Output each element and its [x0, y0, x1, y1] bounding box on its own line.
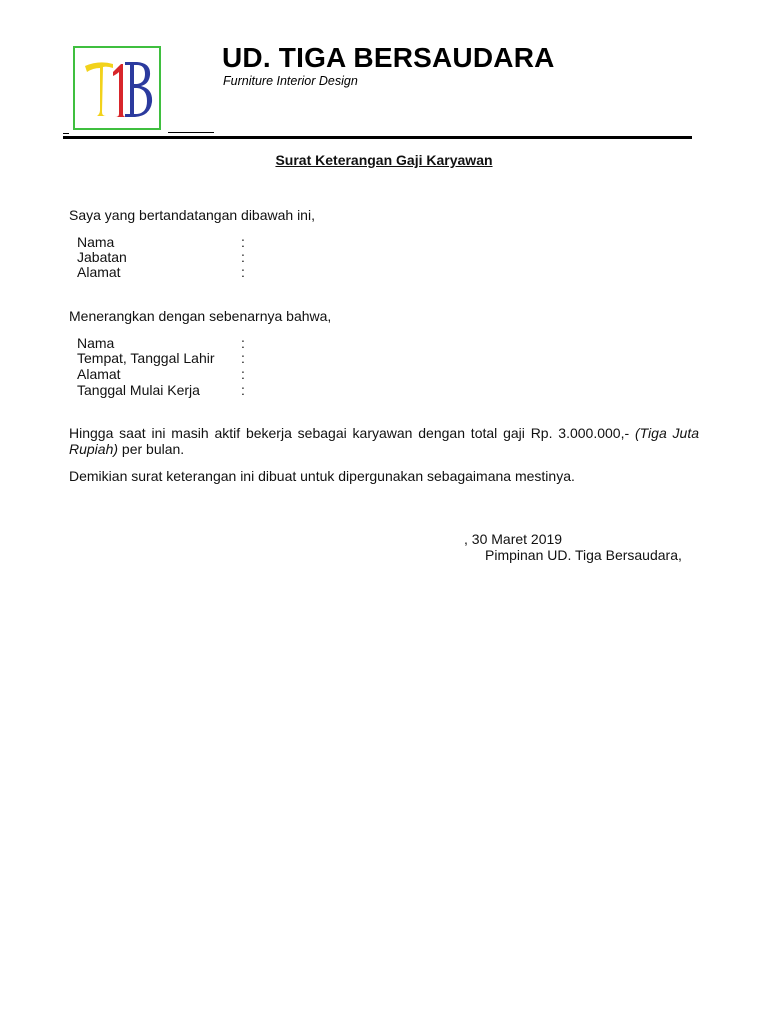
salary-amount-words: (Tiga Juta Rupiah)	[69, 425, 700, 457]
field-colon: :	[241, 335, 245, 351]
salary-text: Hingga saat ini masih aktif bekerja sebagai karyawan dengan total gaji Rp. 3.000.000,-	[69, 425, 635, 441]
field-colon: :	[241, 366, 245, 382]
field-label: Alamat	[77, 366, 121, 382]
header-underline-fragment	[63, 133, 69, 134]
company-logo	[73, 46, 161, 130]
salary-paragraph	[69, 425, 699, 457]
field-label: Nama	[77, 335, 115, 351]
field-colon: :	[241, 234, 245, 250]
field-label: Alamat	[77, 264, 121, 280]
field-colon: :	[241, 382, 245, 398]
statement-text: Menerangkan dengan sebenarnya bahwa,	[69, 308, 332, 324]
company-name: UD. TIGA BERSAUDARA	[222, 42, 555, 73]
closing-text: Demikian surat keterangan ini dibuat untuk dipergunakan sebagaimana mestinya.	[69, 468, 575, 484]
intro-text: Saya yang bertandatangan dibawah ini,	[69, 207, 315, 223]
field-colon: :	[241, 350, 245, 366]
field-colon: :	[241, 264, 245, 280]
field-label: Tempat, Tanggal Lahir	[77, 350, 215, 366]
letter-title: Surat Keterangan Gaji Karyawan	[275, 152, 493, 168]
signer-role: Pimpinan UD. Tiga Bersaudara,	[485, 547, 682, 563]
signature-date: , 30 Maret 2019	[464, 531, 563, 547]
field-label: Nama	[77, 234, 115, 250]
company-tagline: Furniture Interior Design	[223, 74, 358, 88]
header-underline-fragment	[168, 132, 214, 133]
field-label: Tanggal Mulai Kerja	[77, 382, 200, 398]
header-divider	[63, 136, 692, 139]
tb-monogram-icon	[75, 48, 159, 128]
salary-period: per bulan.	[118, 441, 185, 457]
field-colon: :	[241, 249, 245, 265]
field-label: Jabatan	[77, 249, 127, 265]
